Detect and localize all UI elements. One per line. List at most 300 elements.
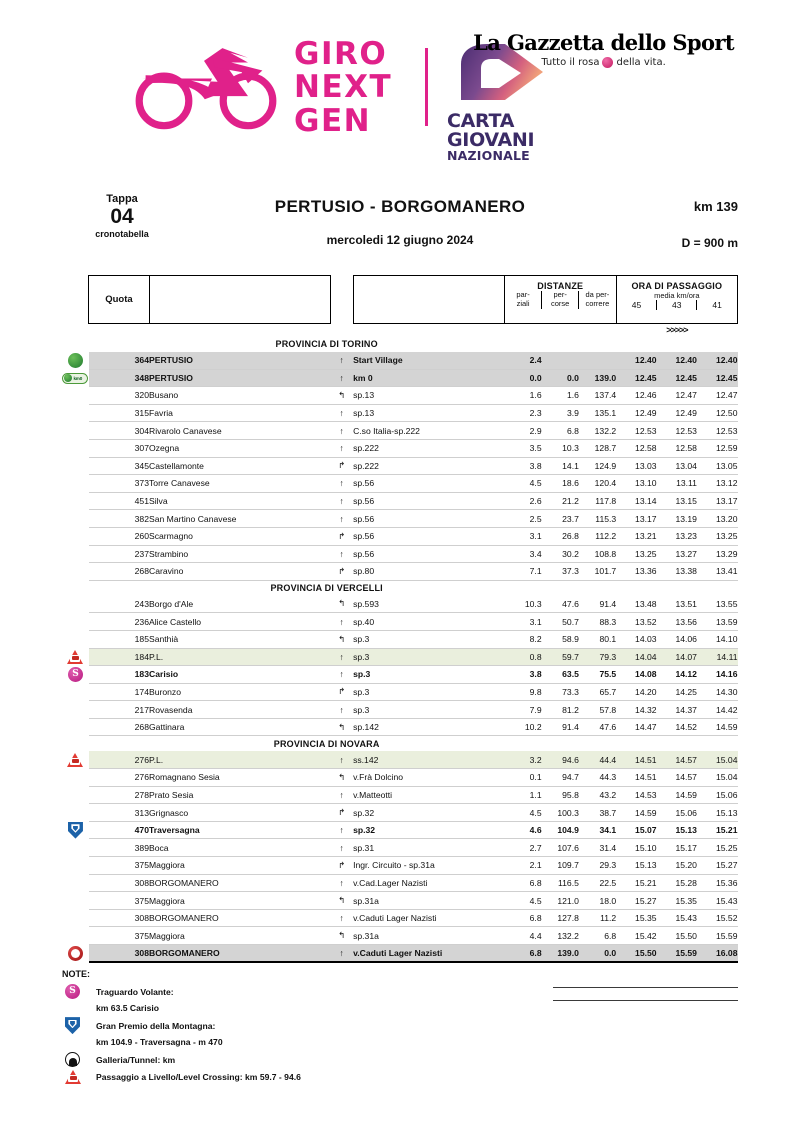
row-parziali: 1.6	[504, 387, 541, 405]
header-ora-group	[616, 276, 737, 324]
row-percorse: 91.4	[542, 718, 579, 736]
row-marker-cell	[62, 369, 89, 387]
row-da-percorrere: 88.3	[579, 613, 616, 631]
row-marker-cell	[62, 510, 89, 528]
row-time-43: 13.11	[657, 475, 697, 493]
row-time-43: 14.59	[657, 786, 697, 804]
gazzetta-dello-sport-logo	[473, 30, 734, 68]
sprint-icon: S	[68, 667, 83, 682]
carta-line-2: GIOVANI	[447, 129, 535, 151]
row-quota: 307	[89, 439, 149, 457]
row-time-43: 13.15	[657, 492, 697, 510]
row-time-41: 14.10	[697, 630, 738, 648]
row-percorse: 26.8	[542, 527, 579, 545]
carta-wordmark	[447, 112, 547, 163]
row-marker-cell	[62, 701, 89, 719]
row-time-45: 14.32	[616, 701, 656, 719]
row-location: Favria	[149, 404, 330, 422]
blank-line-1	[553, 975, 738, 988]
header-road	[353, 276, 504, 324]
row-time-43: 15.20	[657, 857, 697, 875]
gazzetta-tagline-right: della vita.	[616, 57, 666, 68]
row-da-percorrere: 65.7	[579, 683, 616, 701]
row-da-percorrere: 44.3	[579, 769, 616, 787]
header-percorse-2: corse	[551, 298, 570, 308]
row-percorse: 21.2	[542, 492, 579, 510]
row-parziali: 0.8	[504, 648, 541, 666]
row-parziali: 7.9	[504, 701, 541, 719]
arrow-straight-icon: ↑	[330, 701, 353, 719]
province-label: PROVINCIA DI VERCELLI	[270, 582, 383, 593]
row-da-percorrere: 120.4	[579, 475, 616, 493]
row-marker-cell	[62, 927, 89, 945]
row-quota: 375	[89, 892, 149, 910]
row-road: sp.40	[353, 613, 504, 631]
row-marker-cell	[62, 457, 89, 475]
row-percorse: 94.6	[542, 751, 579, 769]
arrow-right-turn-icon: ↱	[330, 683, 353, 701]
row-percorse: 58.9	[542, 630, 579, 648]
row-quota: 217	[89, 701, 149, 719]
row-marker-cell	[62, 352, 89, 370]
arrow-right-turn-icon: ↱	[330, 857, 353, 875]
row-percorse: 6.8	[542, 422, 579, 440]
km0-icon: km0	[62, 373, 88, 384]
note-label: Gran Premio della Montagna:	[96, 1020, 216, 1031]
row-time-45: 14.59	[616, 804, 656, 822]
row-percorse: 121.0	[542, 892, 579, 910]
arrow-straight-icon: ↑	[330, 439, 353, 457]
tappa-label: Tappa	[106, 193, 138, 205]
row-time-45: 14.08	[616, 666, 656, 684]
arrow-straight-icon: ↑	[330, 545, 353, 563]
row-time-41: 14.30	[697, 683, 738, 701]
table-row	[62, 666, 738, 684]
route-name: PERTUSIO - BORGOMANERO	[274, 197, 526, 216]
row-location: BORGOMANERO	[149, 874, 330, 892]
arrow-straight-icon: ↑	[330, 475, 353, 493]
arrow-straight-icon: ↑	[330, 352, 353, 370]
route-date: mercoledi 12 giugno 2024	[326, 233, 474, 247]
row-da-percorrere: 75.5	[579, 666, 616, 684]
row-location: Traversagna	[149, 821, 330, 839]
row-percorse: 47.6	[542, 595, 579, 613]
row-parziali: 4.5	[504, 804, 541, 822]
row-marker-cell	[62, 769, 89, 787]
row-time-45: 13.10	[616, 475, 656, 493]
province-label: PROVINCIA DI TORINO	[275, 339, 378, 349]
arrow-straight-icon: ↑	[330, 369, 353, 387]
arrow-left-turn-icon: ↰	[330, 892, 353, 910]
row-percorse: 107.6	[542, 839, 579, 857]
row-quota: 364	[89, 352, 149, 370]
row-time-45: 14.04	[616, 648, 656, 666]
arrow-straight-icon: ↑	[330, 909, 353, 927]
row-road: sp.222	[353, 439, 504, 457]
row-da-percorrere: 115.3	[579, 510, 616, 528]
row-time-43: 15.50	[657, 927, 697, 945]
row-road: sp.56	[353, 510, 504, 528]
row-marker-cell	[62, 751, 89, 769]
row-parziali: 2.7	[504, 839, 541, 857]
row-parziali: 0.1	[504, 769, 541, 787]
row-quota: 315	[89, 404, 149, 422]
row-da-percorrere: 29.3	[579, 857, 616, 875]
row-parziali: 3.4	[504, 545, 541, 563]
row-marker-cell	[62, 404, 89, 422]
row-quota: 451	[89, 492, 149, 510]
table-row	[62, 369, 738, 387]
arrow-straight-icon: ↑	[330, 492, 353, 510]
row-da-percorrere: 44.4	[579, 751, 616, 769]
row-parziali: 6.8	[504, 945, 541, 963]
row-da-percorrere: 0.0	[579, 945, 616, 963]
row-time-41: 14.59	[697, 718, 738, 736]
notes-title: NOTE:	[62, 969, 90, 980]
row-road: sp.31a	[353, 927, 504, 945]
row-time-45: 14.03	[616, 630, 656, 648]
giro-line-2: NEXT	[294, 69, 393, 106]
table-row	[62, 613, 738, 631]
row-time-45: 14.51	[616, 769, 656, 787]
table-row	[62, 648, 738, 666]
row-road: v.Matteotti	[353, 786, 504, 804]
table-row	[62, 701, 738, 719]
row-da-percorrere	[579, 352, 616, 370]
row-time-43: 14.25	[657, 683, 697, 701]
row-location: P.L.	[149, 648, 330, 666]
row-location: PERTUSIO	[149, 369, 330, 387]
row-marker-cell	[62, 595, 89, 613]
level-crossing-icon	[67, 753, 83, 767]
row-marker-cell	[62, 892, 89, 910]
row-time-43: 14.06	[657, 630, 697, 648]
row-time-41: 12.59	[697, 439, 738, 457]
row-road: sp.593	[353, 595, 504, 613]
note-label: Passaggio a Livello/Level Crossing: km 59.7 - 94.6	[96, 1071, 301, 1082]
row-marker-cell	[62, 439, 89, 457]
row-road: sp.56	[353, 475, 504, 493]
row-time-43: 14.07	[657, 648, 697, 666]
row-time-45: 15.13	[616, 857, 656, 875]
row-quota: 345	[89, 457, 149, 475]
row-parziali: 1.1	[504, 786, 541, 804]
row-road: sp.13	[353, 404, 504, 422]
row-time-45: 15.42	[616, 927, 656, 945]
row-da-percorrere: 57.8	[579, 701, 616, 719]
row-location: Caravino	[149, 563, 330, 581]
row-quota: 373	[89, 475, 149, 493]
row-marker-cell	[62, 909, 89, 927]
row-time-45: 12.40	[616, 352, 656, 370]
row-time-43: 12.53	[657, 422, 697, 440]
row-da-percorrere: 38.7	[579, 804, 616, 822]
row-parziali: 2.4	[504, 352, 541, 370]
table-row	[62, 630, 738, 648]
row-road: sp.222	[353, 457, 504, 475]
row-marker-cell	[62, 718, 89, 736]
row-quota: 183	[89, 666, 149, 684]
row-time-41: 15.43	[697, 892, 738, 910]
row-percorse: 100.3	[542, 804, 579, 822]
row-da-percorrere: 11.2	[579, 909, 616, 927]
table-row	[62, 492, 738, 510]
row-road: sp.56	[353, 527, 504, 545]
row-quota: 308	[89, 909, 149, 927]
row-road: Start Village	[353, 352, 504, 370]
mountain-prize-icon	[68, 822, 83, 839]
row-parziali: 2.5	[504, 510, 541, 528]
row-road: v.Caduti Lager Nazisti	[353, 909, 504, 927]
row-location: Buronzo	[149, 683, 330, 701]
row-time-41: 13.12	[697, 475, 738, 493]
logo-divider	[425, 48, 428, 126]
arrow-left-turn-icon: ↰	[330, 769, 353, 787]
arrow-left-turn-icon: ↰	[330, 630, 353, 648]
row-percorse: 127.8	[542, 909, 579, 927]
row-da-percorrere: 43.2	[579, 786, 616, 804]
row-quota: 276	[89, 769, 149, 787]
table-row	[62, 945, 738, 963]
row-location: Gattinara	[149, 718, 330, 736]
row-quota: 320	[89, 387, 149, 405]
level-crossing-icon	[67, 650, 83, 664]
row-marker-cell	[62, 613, 89, 631]
table-row	[62, 909, 738, 927]
row-quota: 243	[89, 595, 149, 613]
row-time-41: 15.27	[697, 857, 738, 875]
distance-summary-block	[682, 199, 738, 250]
route-title-block	[0, 197, 800, 247]
row-da-percorrere: 80.1	[579, 630, 616, 648]
row-location: Santhià	[149, 630, 330, 648]
arrow-straight-icon: ↑	[330, 510, 353, 528]
row-percorse	[542, 352, 579, 370]
row-marker-cell	[62, 630, 89, 648]
row-marker-cell	[62, 492, 89, 510]
row-parziali: 0.0	[504, 369, 541, 387]
arrow-straight-icon: ↑	[330, 874, 353, 892]
arrow-straight-icon: ↑	[330, 821, 353, 839]
row-time-41: 13.41	[697, 563, 738, 581]
header-speed-43: 43	[672, 300, 682, 310]
row-time-45: 15.50	[616, 945, 656, 963]
row-da-percorrere: 31.4	[579, 839, 616, 857]
arrow-left-turn-icon: ↰	[330, 387, 353, 405]
row-percorse: 95.8	[542, 786, 579, 804]
header-speed-41: 41	[712, 300, 722, 310]
row-time-45: 13.48	[616, 595, 656, 613]
tunnel-icon	[65, 1052, 80, 1067]
row-quota: 382	[89, 510, 149, 528]
row-marker-cell	[62, 527, 89, 545]
row-da-percorrere: 6.8	[579, 927, 616, 945]
row-parziali: 3.5	[504, 439, 541, 457]
gazzetta-title: La Gazzetta dello Sport	[473, 30, 734, 55]
row-percorse: 139.0	[542, 945, 579, 963]
table-row	[62, 786, 738, 804]
row-road: sp.56	[353, 492, 504, 510]
row-road: v.Caduti Lager Nazisti	[353, 945, 504, 963]
row-time-45: 13.21	[616, 527, 656, 545]
row-percorse: 1.6	[542, 387, 579, 405]
carta-line-3: NAZIONALE	[447, 148, 530, 163]
row-parziali: 3.1	[504, 527, 541, 545]
note-icon-wrap	[62, 1052, 96, 1067]
row-percorse: 109.7	[542, 857, 579, 875]
table-row	[62, 510, 738, 528]
row-location: Castellamonte	[149, 457, 330, 475]
row-percorse: 14.1	[542, 457, 579, 475]
row-time-45: 12.46	[616, 387, 656, 405]
row-percorse: 3.9	[542, 404, 579, 422]
arrow-right-turn-icon: ↱	[330, 804, 353, 822]
row-da-percorrere: 139.0	[579, 369, 616, 387]
row-da-percorrere: 34.1	[579, 821, 616, 839]
row-time-43: 13.51	[657, 595, 697, 613]
row-parziali: 4.4	[504, 927, 541, 945]
row-road: C.so Italia-sp.222	[353, 422, 504, 440]
table-row	[62, 422, 738, 440]
row-time-43: 15.35	[657, 892, 697, 910]
row-time-43: 13.23	[657, 527, 697, 545]
row-time-41: 13.59	[697, 613, 738, 631]
row-da-percorrere: 79.3	[579, 648, 616, 666]
row-road: sp.31a	[353, 892, 504, 910]
gazzetta-tagline	[473, 57, 734, 68]
table-row	[62, 718, 738, 736]
row-time-43: 15.13	[657, 821, 697, 839]
row-time-45: 13.36	[616, 563, 656, 581]
chevron-row	[62, 324, 738, 337]
row-da-percorrere: 117.8	[579, 492, 616, 510]
row-time-45: 12.53	[616, 422, 656, 440]
row-percorse: 116.5	[542, 874, 579, 892]
row-parziali: 7.1	[504, 563, 541, 581]
row-marker-cell	[62, 821, 89, 839]
table-row	[62, 857, 738, 875]
row-marker-cell	[62, 786, 89, 804]
arrow-straight-icon: ↑	[330, 613, 353, 631]
row-time-41: 15.04	[697, 769, 738, 787]
header-parziali-2: ziali	[516, 298, 530, 308]
row-time-45: 13.14	[616, 492, 656, 510]
row-time-45: 15.35	[616, 909, 656, 927]
row-quota: 389	[89, 839, 149, 857]
row-quota: 304	[89, 422, 149, 440]
row-time-41: 15.59	[697, 927, 738, 945]
row-time-43: 13.38	[657, 563, 697, 581]
row-time-43: 15.43	[657, 909, 697, 927]
row-marker-cell	[62, 545, 89, 563]
row-time-43: 12.47	[657, 387, 697, 405]
note-icon-wrap	[62, 1017, 96, 1034]
row-percorse: 37.3	[542, 563, 579, 581]
table-row	[62, 595, 738, 613]
arrow-straight-icon: ↑	[330, 751, 353, 769]
arrow-straight-icon: ↑	[330, 666, 353, 684]
arrow-straight-icon: ↑	[330, 648, 353, 666]
header-quota: Quota	[89, 276, 149, 324]
row-time-43: 13.27	[657, 545, 697, 563]
table-row	[62, 527, 738, 545]
table-row	[62, 352, 738, 370]
row-time-41: 15.06	[697, 786, 738, 804]
row-time-41: 12.40	[697, 352, 738, 370]
table-row	[62, 821, 738, 839]
row-quota: 236	[89, 613, 149, 631]
row-percorse: 132.2	[542, 927, 579, 945]
row-time-43: 13.19	[657, 510, 697, 528]
row-parziali: 3.8	[504, 666, 541, 684]
row-time-45: 15.21	[616, 874, 656, 892]
note-label: Traguardo Volante:	[96, 986, 174, 997]
row-time-43: 15.06	[657, 804, 697, 822]
row-road: sp.31	[353, 839, 504, 857]
row-marker-cell	[62, 648, 89, 666]
row-time-45: 12.45	[616, 369, 656, 387]
row-parziali: 4.5	[504, 475, 541, 493]
row-road: sp.32	[353, 821, 504, 839]
note-label: Galleria/Tunnel: km	[96, 1054, 176, 1065]
start-village-icon	[68, 353, 83, 368]
row-road: sp.32	[353, 804, 504, 822]
table-row	[62, 439, 738, 457]
row-marker-cell	[62, 475, 89, 493]
row-time-43: 12.40	[657, 352, 697, 370]
row-percorse: 30.2	[542, 545, 579, 563]
row-time-41: 15.21	[697, 821, 738, 839]
table-row	[62, 457, 738, 475]
arrow-left-turn-icon: ↰	[330, 927, 353, 945]
header-media-label: media km/ora	[654, 291, 700, 300]
row-parziali: 4.6	[504, 821, 541, 839]
row-time-45: 13.17	[616, 510, 656, 528]
row-time-45: 15.07	[616, 821, 656, 839]
note-detail: km 104.9 - Traversagna - m 470	[96, 1037, 223, 1048]
row-percorse: 73.3	[542, 683, 579, 701]
row-time-45: 14.20	[616, 683, 656, 701]
row-percorse: 10.3	[542, 439, 579, 457]
row-time-41: 14.16	[697, 666, 738, 684]
row-time-41: 15.36	[697, 874, 738, 892]
row-marker-cell	[62, 874, 89, 892]
row-percorse: 50.7	[542, 613, 579, 631]
row-location: Scarmagno	[149, 527, 330, 545]
row-time-41: 16.08	[697, 945, 738, 963]
mountain-prize-icon	[65, 1017, 80, 1034]
arrow-left-turn-icon: ↰	[330, 718, 353, 736]
row-quota: 276	[89, 751, 149, 769]
row-parziali: 2.1	[504, 857, 541, 875]
row-percorse: 104.9	[542, 821, 579, 839]
row-quota: 375	[89, 857, 149, 875]
arrow-straight-icon: ↑	[330, 786, 353, 804]
table-row	[62, 475, 738, 493]
province-header-row	[62, 580, 738, 595]
row-parziali: 2.9	[504, 422, 541, 440]
note-item	[62, 1017, 738, 1034]
row-time-45: 12.49	[616, 404, 656, 422]
table-row	[62, 874, 738, 892]
gazzetta-tagline-left: Tutto il rosa	[541, 57, 600, 68]
row-parziali: 10.3	[504, 595, 541, 613]
row-quota: 260	[89, 527, 149, 545]
row-time-43: 15.17	[657, 839, 697, 857]
row-location: Rivarolo Canavese	[149, 422, 330, 440]
row-parziali: 9.8	[504, 683, 541, 701]
row-parziali: 2.3	[504, 404, 541, 422]
